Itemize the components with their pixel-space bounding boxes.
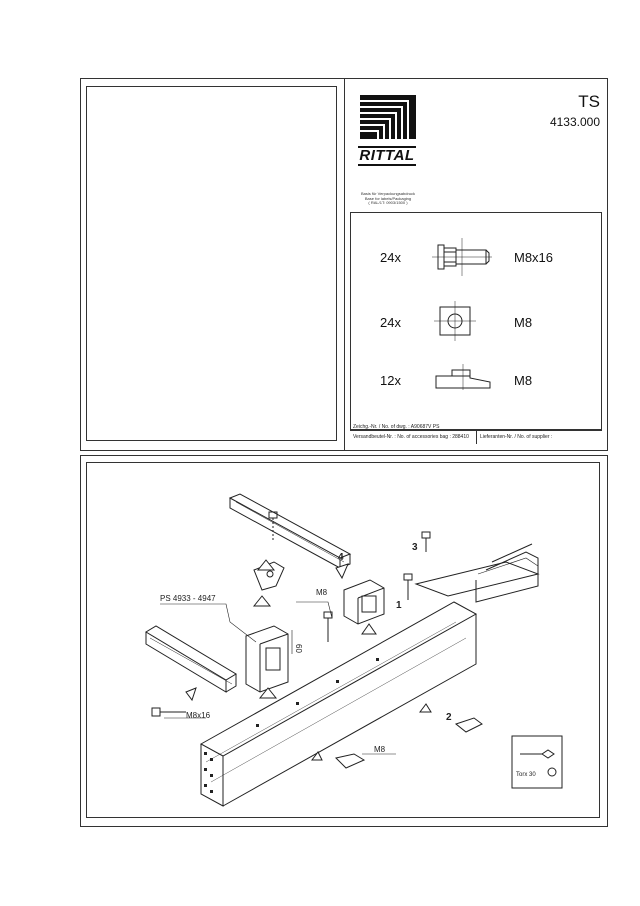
screw: [404, 574, 412, 600]
arrow-down-icon: [362, 624, 376, 634]
blank-label-area: [86, 86, 337, 441]
screw: [324, 612, 332, 642]
tool-box: [512, 736, 562, 788]
arrow-down-icon: [254, 596, 270, 606]
torx-icon: [548, 768, 556, 776]
clamp-nut-icon: [430, 362, 496, 392]
arrow-left-icon: [336, 564, 348, 578]
screw: [422, 532, 430, 552]
packaging-note: ( RAL/1T: 0903/1500 ): [368, 200, 408, 205]
main-beam: [201, 602, 476, 806]
packaging-note: Basis für Verpackungsabdruck: [360, 191, 416, 196]
panel-divider: [344, 78, 345, 451]
arrow-left-icon: [420, 704, 431, 712]
top-rail: [230, 494, 350, 568]
brand-logo: [358, 93, 418, 173]
part-spec: M8x16: [514, 250, 554, 265]
packing-number: Versandbeutel-Nr. : No. of accessories bag : 288410: [353, 434, 469, 440]
drawing-number: Zeichg.-Nr. / No. of dwg. : A90687V PS: [353, 424, 440, 430]
arrow-down-icon: [258, 560, 274, 570]
brand-name: RITTAL: [359, 147, 415, 164]
part-qty: 24x: [380, 315, 401, 330]
left-bracket: [246, 626, 288, 692]
left-rail: [146, 626, 236, 692]
bolt-icon: [428, 236, 496, 278]
screw: [269, 512, 277, 542]
product-code: TS: [578, 92, 600, 111]
brand-logo-icon: [358, 93, 418, 141]
screwdriver-icon: [520, 750, 554, 758]
perforated-rail: [486, 544, 538, 574]
part-spec: M8: [514, 373, 533, 388]
step-number: 2: [446, 712, 452, 723]
label-m8x16: M8x16: [186, 711, 211, 720]
label-m8-bottom: M8: [374, 745, 386, 754]
clamp-nut: [456, 718, 482, 732]
footer-divider-vertical: [476, 430, 477, 444]
label-dimension: 60: [294, 644, 303, 653]
step-number: 1: [396, 600, 402, 611]
assembly-diagram: [86, 462, 600, 818]
step-number: 3: [412, 542, 418, 553]
label-profile-rail: PS 4933 - 4947: [160, 594, 216, 603]
part-qty: 12x: [380, 373, 401, 388]
right-bracket: [344, 580, 384, 624]
screw: [152, 708, 186, 716]
packaging-notes: [356, 192, 420, 206]
arrow-down-icon: [260, 688, 276, 698]
arrow-left-icon: [186, 688, 196, 700]
right-rail: [416, 558, 538, 602]
arrow-left-icon: [312, 752, 322, 760]
step-number: 4: [338, 552, 344, 563]
label-m8-top: M8: [316, 588, 328, 597]
part-qty: 24x: [380, 250, 401, 265]
packaging-note: Base for labels/Packaging: [364, 195, 412, 201]
square-nut-icon: [432, 299, 478, 343]
tool-label: Torx 30: [516, 772, 536, 778]
supplier-number: Lieferanten-Nr. / No. of supplier :: [480, 434, 553, 440]
clamp-nut: [336, 754, 364, 768]
part-spec: M8: [514, 315, 533, 330]
part-number: 4133.000: [549, 115, 600, 129]
